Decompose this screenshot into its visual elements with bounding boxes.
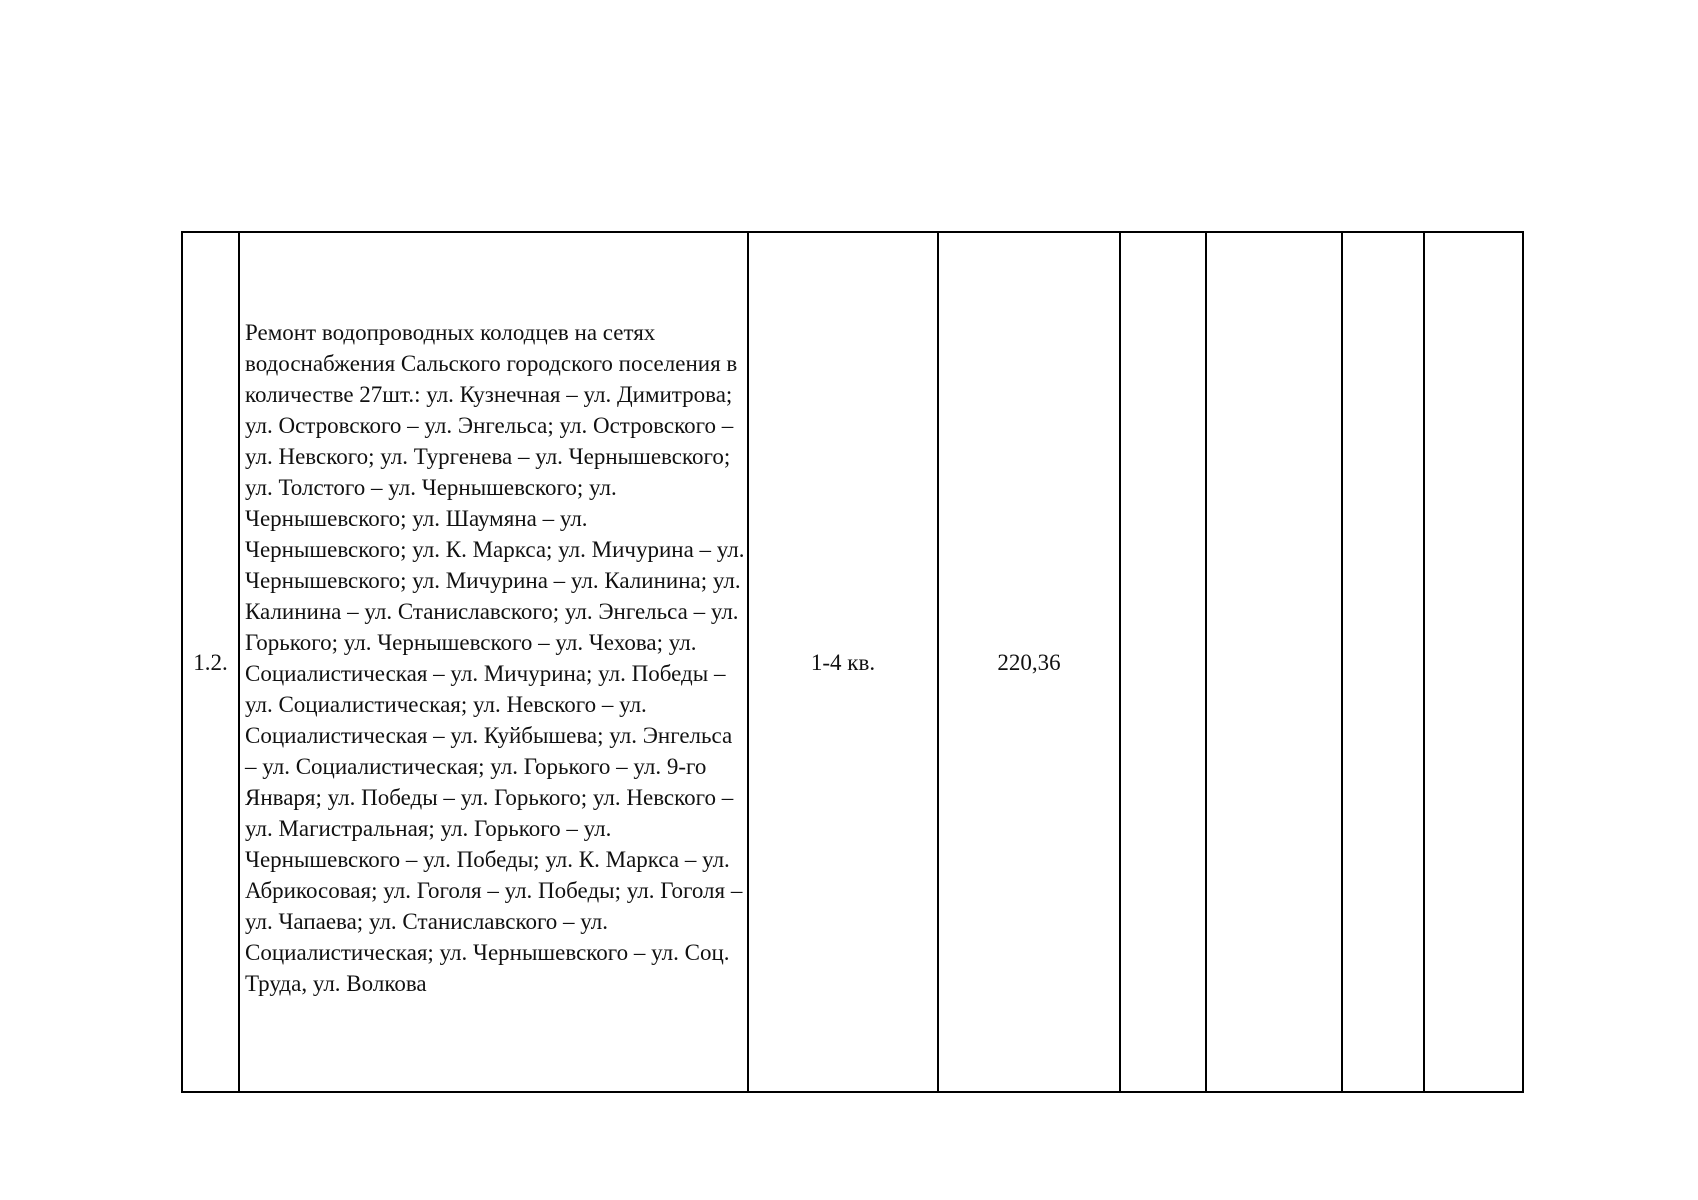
table-row [182, 232, 1523, 1092]
work-description: Ремонт водопроводных колодцев на сетях водоснабжения Сальского городского поселения в количестве 27шт.: ул. Кузнечная – ул. Димитрова; ул. Островского – ул. Энгельса; ул. Островского – ул. Невского; ул. Тургенева – ул. Чернышевского; ул. Толстого – ул. Чернышевского; ул. Чернышевского; ул. Шаумяна – ул. Чернышевского; ул. К. Маркса; ул. Мичурина – ул. Чернышевского; ул. Мичурина – ул. Калинина; ул. Калинина – ул. Станиславского; ул. Энгельса – ул. Горького; ул. Чернышевского – ул. Чехова; ул. Социалистическая – ул. Мичурина; ул. Победы – ул. Социалистическая; ул. Невского – ул. Социалистическая – ул. Куйбышева; ул. Энгельса – ул. Социалистическая; ул. Горького – ул. 9-го Января; ул. Победы – ул. Горького; ул. Невского – ул. Магистральная; ул. Горького – ул. Чернышевского – ул. Победы; ул. К. Маркса – ул. Абрикосовая; ул. Гоголя – ул. Победы; ул. Гоголя – ул. Чапаева; ул. Станиславского – ул. Социалистическая; ул. Чернышевского – ул. Соц. Труда, ул. Волкова [245, 320, 745, 996]
work-plan-table [181, 231, 1524, 1093]
period-cell [748, 232, 938, 1092]
row-number: 1.2. [193, 649, 228, 675]
empty-cell-2 [1206, 232, 1342, 1092]
work-amount: 220,36 [997, 649, 1061, 675]
row-number-cell [182, 232, 239, 1092]
amount-cell [938, 232, 1120, 1092]
empty-cell-4 [1424, 232, 1523, 1092]
work-period: 1-4 кв. [810, 649, 876, 675]
description-cell [239, 232, 748, 1092]
empty-cell-3 [1342, 232, 1424, 1092]
empty-cell-1 [1120, 232, 1206, 1092]
